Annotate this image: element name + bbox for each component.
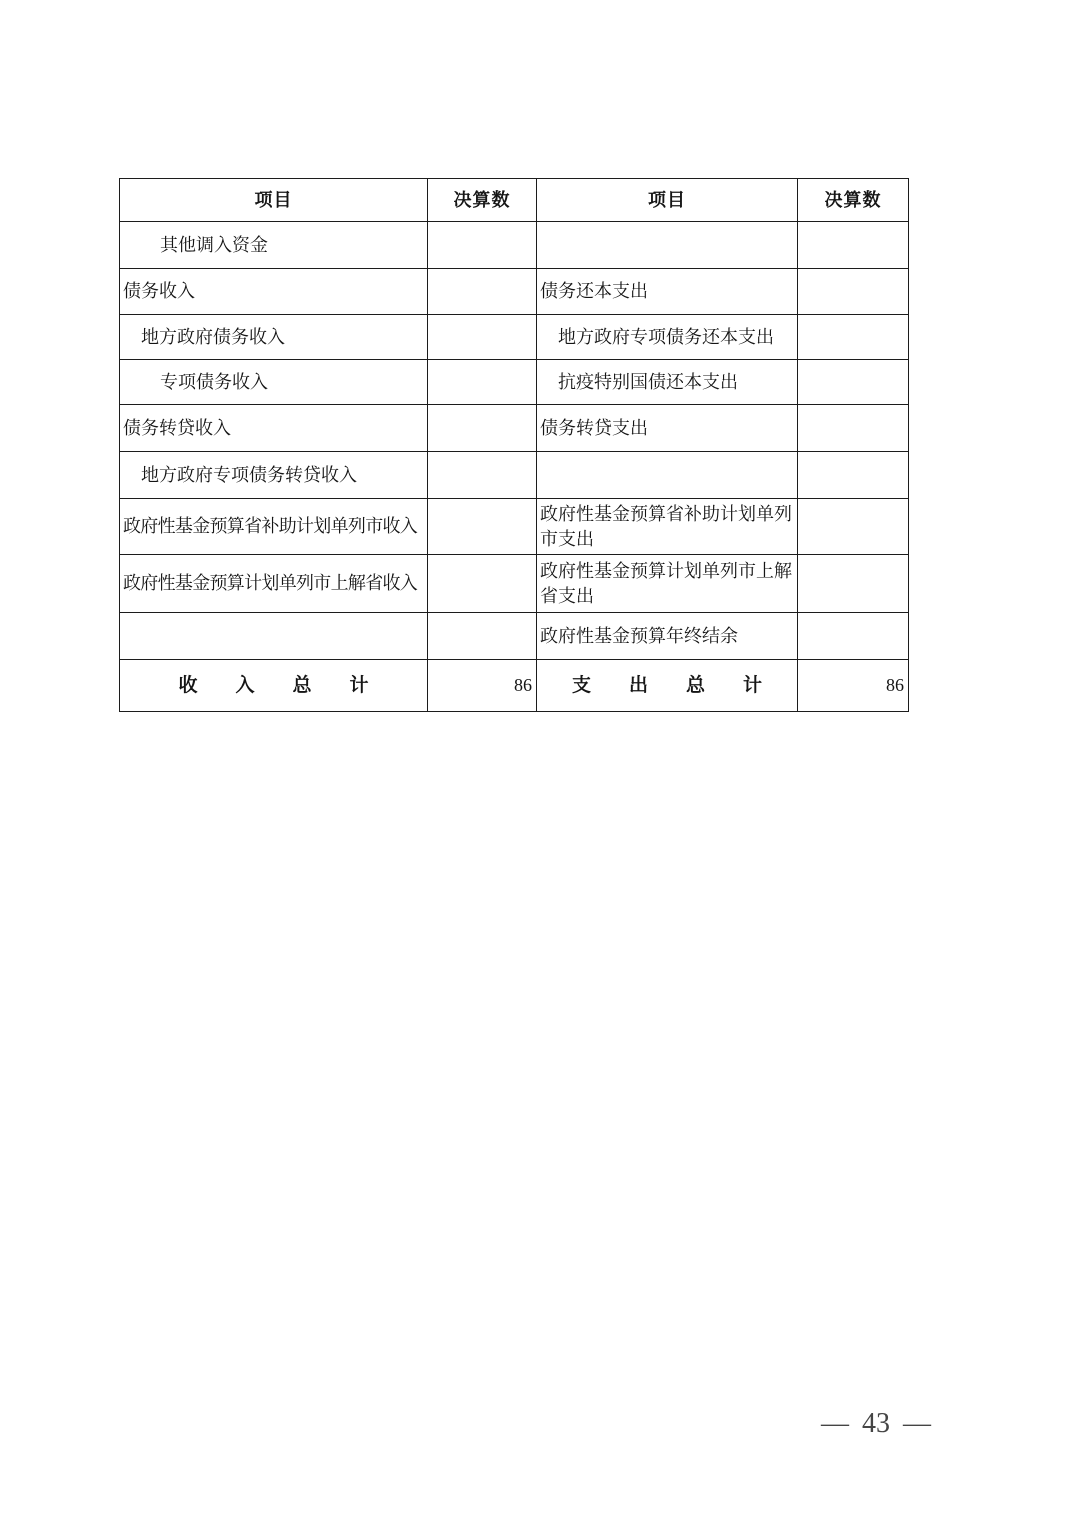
value-cell-right [798,555,909,613]
expenditure-total-label: 支 出 总 计 [537,660,798,712]
item-cell-left: 专项债务收入 [120,360,428,405]
item-cell-right [537,222,798,269]
income-total-label: 收 入 总 计 [120,660,428,712]
item-cell-left: 地方政府债务收入 [120,315,428,360]
table-row [120,315,909,360]
value-cell-right [798,405,909,452]
value-cell-left [428,222,537,269]
value-cell-right [798,499,909,555]
value-cell-left [428,452,537,499]
table-row [120,222,909,269]
value-cell-left [428,499,537,555]
value-cell-right [798,315,909,360]
value-cell-left [428,269,537,315]
value-cell-left [428,315,537,360]
item-cell-right: 政府性基金预算省补助计划单列市支出 [537,499,798,555]
item-cell-right: 抗疫特别国债还本支出 [537,360,798,405]
item-cell-right [537,452,798,499]
budget-table [119,178,909,712]
table-row [120,452,909,499]
value-cell-right [798,452,909,499]
value-cell-right [798,222,909,269]
table-row [120,555,909,613]
item-cell-left: 地方政府专项债务转贷收入 [120,452,428,499]
table-total-row [120,660,909,712]
item-cell-right: 债务还本支出 [537,269,798,315]
header-item-right: 项目 [537,179,798,222]
page-number: — 43 — [821,1408,931,1439]
value-cell-left [428,360,537,405]
value-cell-right [798,613,909,660]
item-cell-left [120,613,428,660]
value-cell-right [798,269,909,315]
table-row [120,405,909,452]
table-row [120,269,909,315]
item-cell-right: 政府性基金预算年终结余 [537,613,798,660]
table-row [120,499,909,555]
item-cell-right: 政府性基金预算计划单列市上解省支出 [537,555,798,613]
value-cell-right [798,360,909,405]
income-total-value: 86 [428,660,537,712]
item-cell-left: 债务转贷收入 [120,405,428,452]
item-cell-right: 地方政府专项债务还本支出 [537,315,798,360]
table-row [120,613,909,660]
value-cell-left [428,613,537,660]
header-item-left: 项目 [120,179,428,222]
header-value-left: 决算数 [428,179,537,222]
item-cell-right: 债务转贷支出 [537,405,798,452]
item-cell-left: 债务收入 [120,269,428,315]
value-cell-left [428,555,537,613]
item-cell-left: 政府性基金预算省补助计划单列市收入 [120,499,428,555]
table-row [120,360,909,405]
value-cell-left [428,405,537,452]
header-value-right: 决算数 [798,179,909,222]
item-cell-left: 其他调入资金 [120,222,428,269]
table-header-row [120,179,909,222]
expenditure-total-value: 86 [798,660,909,712]
item-cell-left: 政府性基金预算计划单列市上解省收入 [120,555,428,613]
